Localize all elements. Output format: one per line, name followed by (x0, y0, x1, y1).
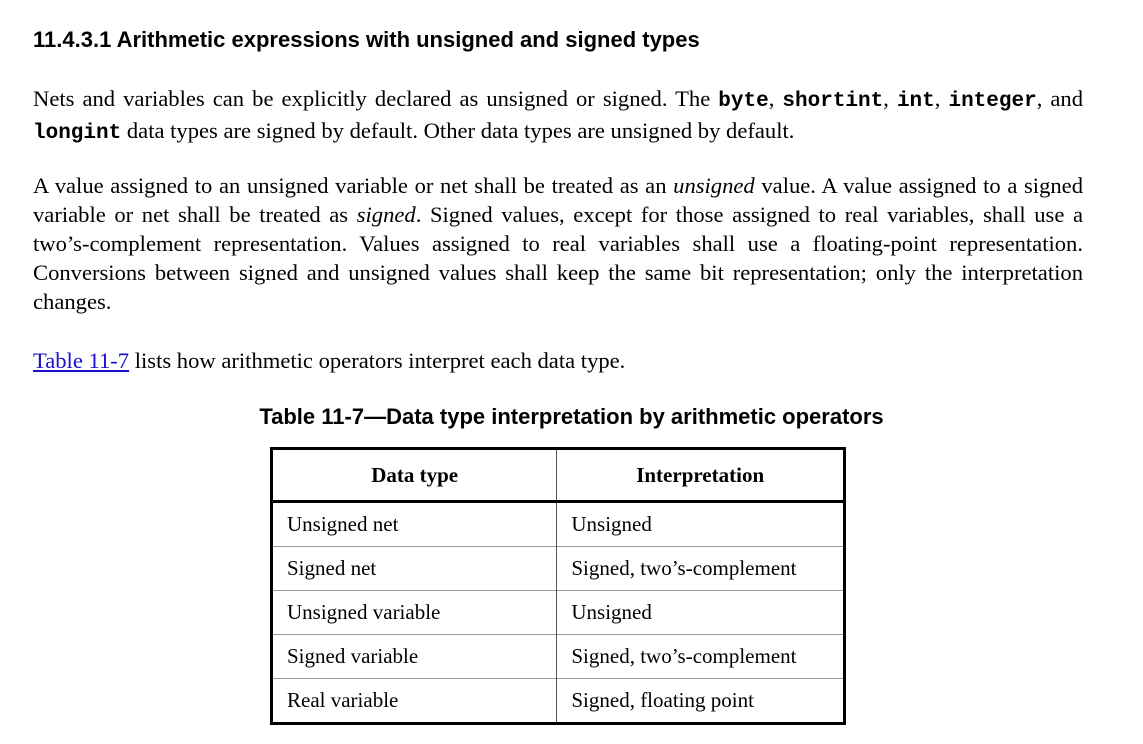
cell-data-type: Unsigned net (272, 502, 557, 547)
data-type-interpretation-table (270, 447, 846, 725)
paragraph-table-reference (33, 346, 1083, 375)
table-header-row (272, 449, 845, 502)
cell-interpretation: Unsigned (557, 591, 845, 635)
table-row (272, 679, 845, 724)
code-keyword-shortint: shortint (782, 90, 884, 113)
text-run: data types are signed by default. Other data types are unsigned by default. (121, 118, 795, 143)
cell-interpretation: Signed, two’s-complement (557, 635, 845, 679)
text-run: A value assigned to an unsigned variable or net shall be treated as an (33, 173, 674, 198)
code-keyword-byte: byte (718, 90, 769, 113)
cell-data-type: Signed net (272, 547, 557, 591)
table-row (272, 502, 845, 547)
text-run: . Signed values, except for those assigned to real variables, shall use a two’s-complement representation. Values assigned to real variables shall use a floating-point representation. Conversions between signed and unsigned values shall keep the same bit representation; only the interpretation changes. (33, 202, 1083, 314)
table-11-7-link[interactable]: Table 11-7 (33, 348, 130, 373)
cell-data-type: Real variable (272, 679, 557, 724)
table-row (272, 591, 845, 635)
column-header-data-type: Data type (272, 449, 557, 502)
cell-interpretation: Signed, two’s-complement (557, 547, 845, 591)
code-keyword-int: int (896, 90, 935, 113)
text-run: , and (1036, 86, 1084, 111)
code-keyword-integer: integer (948, 90, 1037, 113)
paragraph-signedness-defaults (33, 84, 1083, 148)
cell-data-type: Signed variable (272, 635, 557, 679)
cell-data-type: Unsigned variable (272, 591, 557, 635)
text-run: value. A value assigned to a signed variable or net shall be treated as (33, 173, 1083, 227)
paragraph-value-treatment (33, 171, 1083, 316)
emphasis-signed: signed (356, 202, 416, 227)
emphasis-unsigned: unsigned (673, 173, 755, 198)
text-run: , (934, 86, 949, 111)
cell-interpretation: Signed, floating point (557, 679, 845, 724)
text-run: Nets and variables can be explicitly declared as unsigned or signed. The (33, 86, 719, 111)
cell-interpretation: Unsigned (557, 502, 845, 547)
section-heading: 11.4.3.1 Arithmetic expressions with unsigned and signed types (33, 27, 700, 52)
column-header-interpretation: Interpretation (557, 449, 845, 502)
table-row (272, 547, 845, 591)
table-caption: Table 11-7—Data type interpretation by arithmetic operators (259, 404, 884, 429)
text-run: lists how arithmetic operators interpret each data type. (129, 348, 626, 373)
table-row (272, 635, 845, 679)
code-keyword-longint: longint (33, 122, 122, 145)
text-run: , (768, 86, 783, 111)
text-run: , (883, 86, 897, 111)
